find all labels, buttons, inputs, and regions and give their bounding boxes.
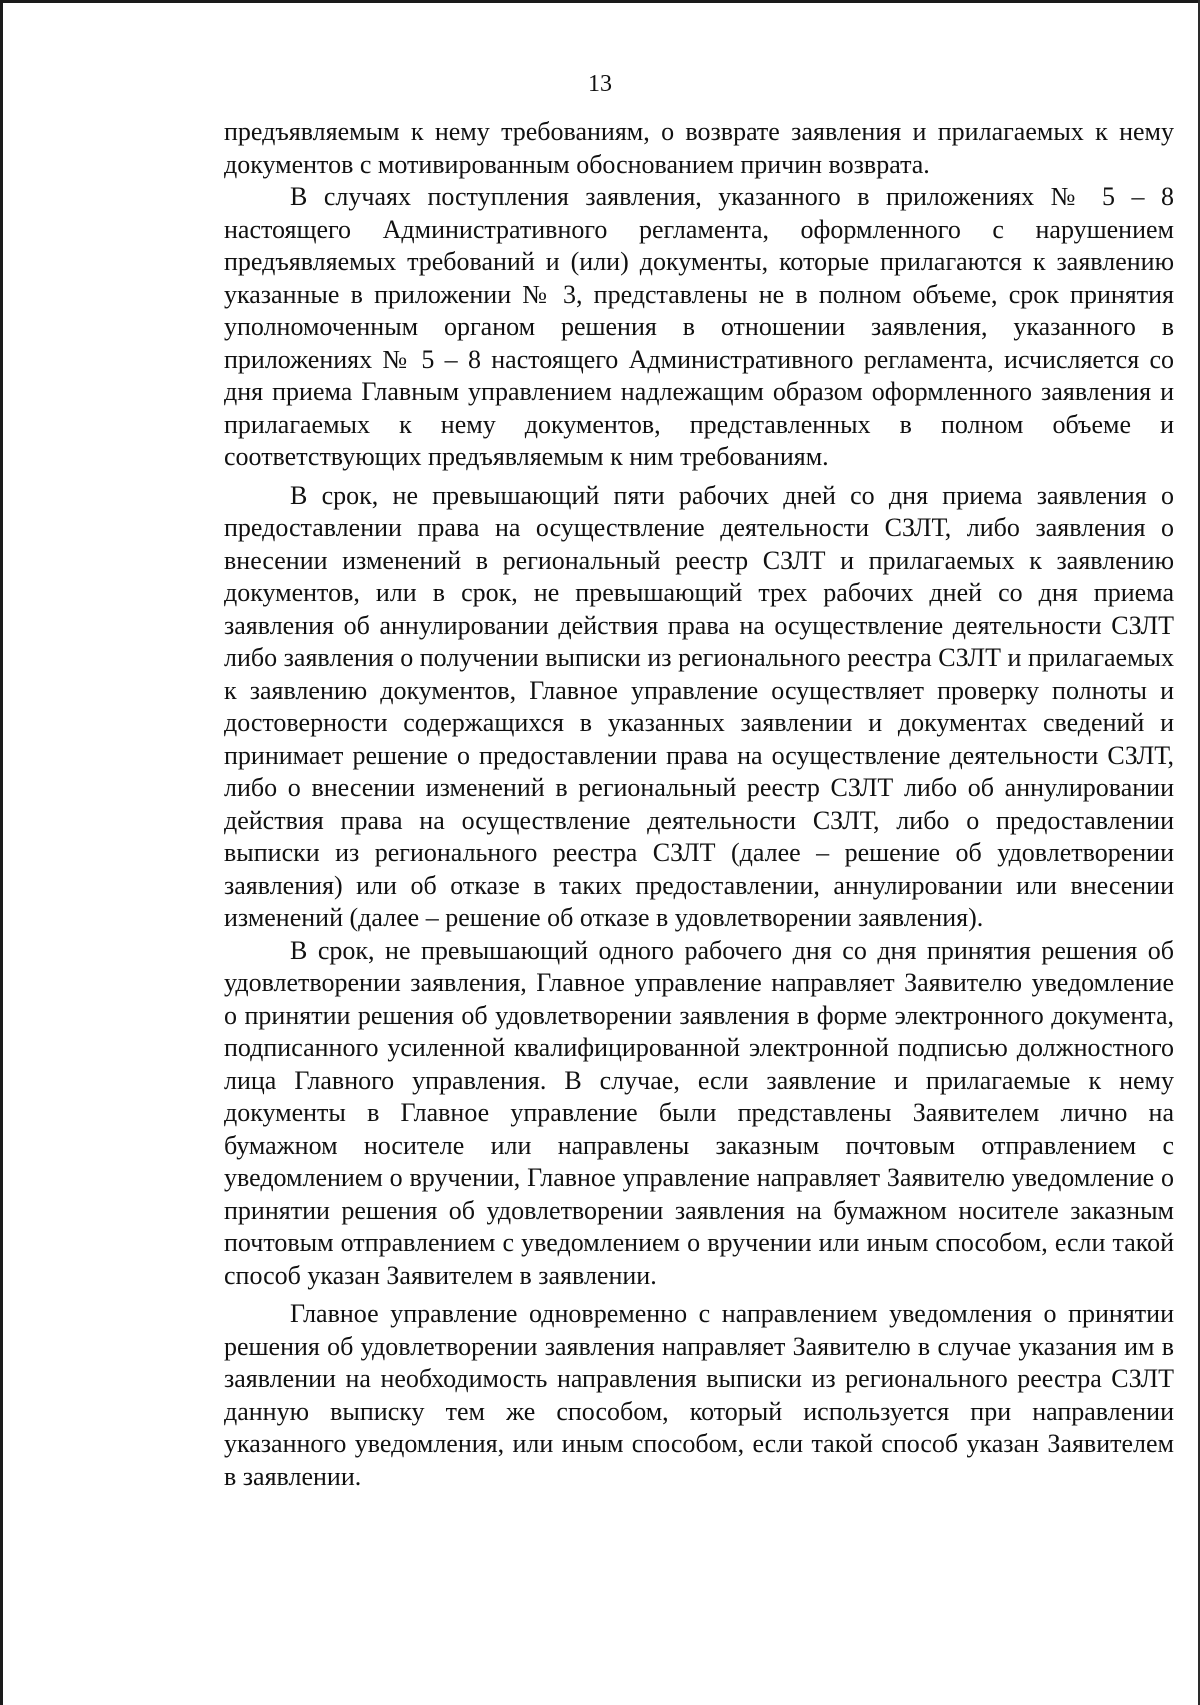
paragraph-review-period: В срок, не превышающий пяти рабочих дней со дня приема заявления о предоставлении права на осуществление деятельности СЗЛТ, либо заявления о внесении изменений в региональный реестр СЗЛТ и прилагаемых к заявлению документов, или в срок, не превышающий трех рабочих дней со дня приема заявления об аннулировании действия права на осуществление деятельности СЗЛТ либо заявления о получении выписки из регионального реестра СЗЛТ и прилагаемых к заявлению документов, Главное управление осуществляет проверку полноты и достоверности содержащихся в указанных заявлении и документах сведений и принимает решение о предоставлении права на осуществление деятельности СЗЛТ, либо о внесении изменений в региональный реестр СЗЛТ либо об аннулировании действия права на осуществление деятельности СЗЛТ, либо о предоставлении выписки из регионального реестра СЗЛТ (далее – решение об удовлетворении заявления) или об отказе в таких предоставлении, аннулировании или внесении изменений (далее – решение об отказе в удовлетворении заявления).	[224, 480, 1174, 932]
document-body	[224, 116, 1174, 1493]
scan-border-top	[0, 0, 1200, 3]
paragraph-application-deficiency: В случаях поступления заявления, указанного в приложениях № 5 – 8 настоящего Административного регламента, оформленного с нарушением предъявляемых требований и (или) документы, которые прилагаются к заявлению указанные в приложении № 3, представлены не в полном объеме, срок принятия уполномоченным органом решения в отношении заявления, указанного в приложениях № 5 – 8 настоящего Административного регламента, исчисляется со дня приема Главным управлением надлежащим образом оформленного заявления и прилагаемых к нему документов, представленных в полном объеме и соответствующих предъявляемым к ним требованиям.	[224, 182, 1174, 471]
paragraph-continuation: предъявляемым к нему требованиям, о возврате заявления и прилагаемых к нему документов с мотивированным обоснованием причин возврата.	[224, 117, 1174, 179]
paragraph-notification: В срок, не превышающий одного рабочего дня со дня принятия решения об удовлетворении заявления, Главное управление направляет Заявителю уведомление о принятии решения об удовлетворении заявления в форме электронного документа, подписанного усиленной квалифицированной электронной подписью должностного лица Главного управления. В случае, если заявление и прилагаемые к нему документы в Главное управление были представлены Заявителем лично на бумажном носителе или направлены заказным почтовым отправлением с уведомлением о вручении, Главное управление направляет Заявителю уведомление о принятии решения об удовлетворении заявления на бумажном носителе заказным почтовым отправлением с уведомлением о вручении или иным способом, если такой способ указан Заявителем в заявлении.	[224, 935, 1174, 1290]
paragraph-extract-delivery: Главное управление одновременно с направлением уведомления о принятии решения об удовлетворении заявления направляет Заявителю в случае указания им в заявлении на необходимость направления выписки из регионального реестра СЗЛТ данную выписку тем же способом, который используется при направлении указанного уведомления, или иным способом, если такой способ указан Заявителем в заявлении.	[224, 1299, 1174, 1491]
page-number: 13	[588, 71, 612, 97]
scan-border-left	[0, 0, 3, 1705]
